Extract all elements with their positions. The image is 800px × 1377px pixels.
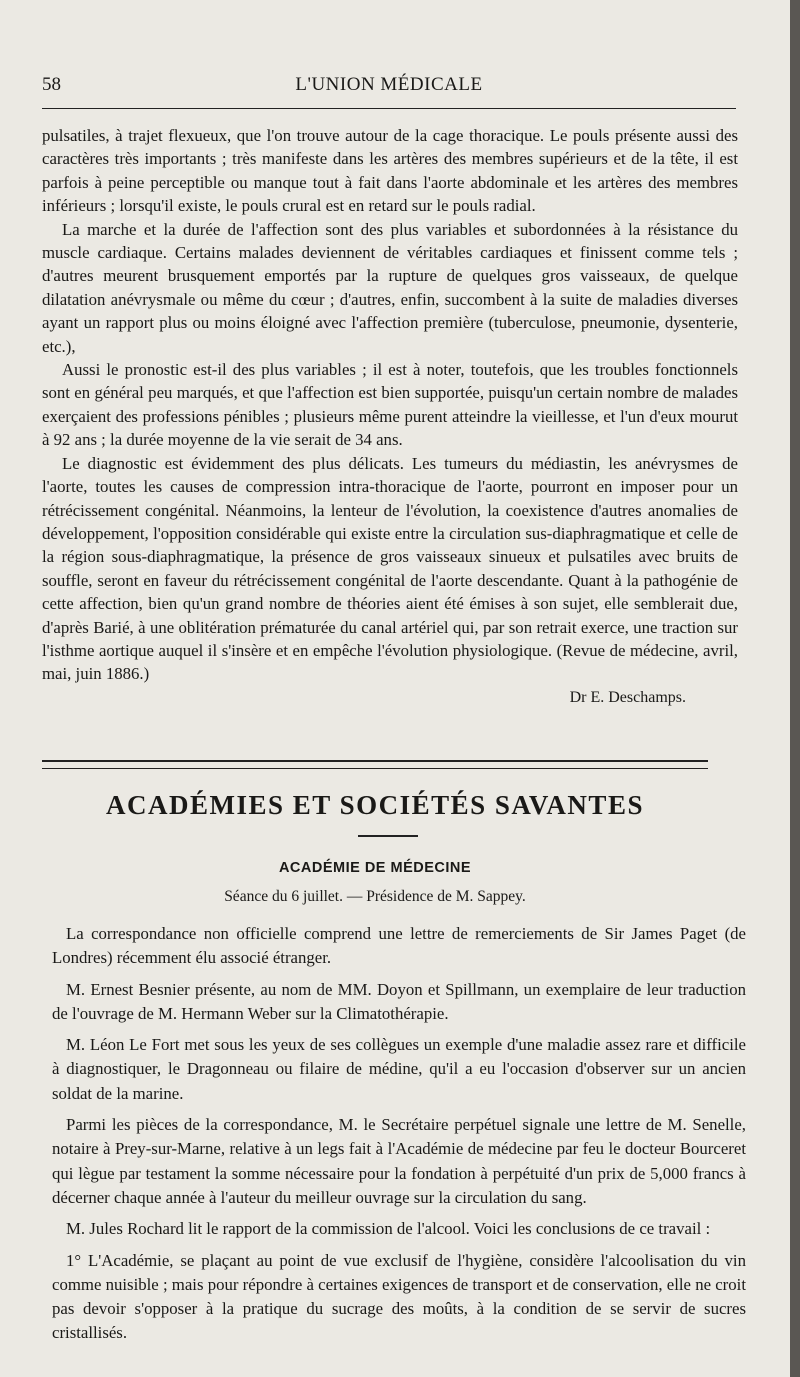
article-paragraph: pulsatiles, à trajet flexueux, que l'on trouve autour de la cage thoracique. Le pouls présente aussi des caractères très importants ; très manifeste dans les artères des membres supérieurs et de la tête, il est parfois à peine perceptible ou manque tout à fait dans l'aorte abdominale et les artères des membres inférieurs ; lorsqu'il existe, le pouls crural est en retard sur le pouls radial. [42, 126, 738, 216]
section-paragraph: 1° L'Académie, se plaçant au point de vue exclusif de l'hygiène, considère l'alcoolisation du vin comme nuisible ; mais pour répondre à certaines exigences de transport et de conservation, elle ne croit pas devoir s'opposer à la pratique du sucrage des moûts, à la condition de se servir de sucres cristallisés. [52, 1250, 746, 1343]
section-divider [42, 760, 708, 769]
section-body [52, 922, 746, 1353]
citation: (Revue de médecine, avril, mai, juin 1886.) [42, 640, 738, 684]
article-body [42, 124, 738, 709]
section-paragraph: M. Jules Rochard lit le rapport de la commission de l'alcool. Voici les conclusions de ce travail : [66, 1219, 711, 1239]
section-paragraph: La correspondance non officielle comprend une lettre de remerciements de Sir James Paget (de Londres) récemment élu associé étranger. [52, 924, 746, 968]
page-number: 58 [42, 74, 61, 95]
running-title: L'UNION MÉDICALE [295, 74, 483, 95]
section-paragraph: Parmi les pièces de la correspondance, M. le Secrétaire perpétuel signale une lettre de M. Senelle, notaire à Prey-sur-Marne, relative à un legs fait à l'Académie de médecine par feu le docteur Bourceret qui lègue par testament la somme nécessaire pour la fondation à perpétuité d'un prix de 5,000 francs à décerner chaque année à l'auteur du meilleur ouvrage sur la circulation du sang. [52, 1115, 746, 1207]
academy-title: ACADÉMIE DE MÉDECINE [278, 860, 472, 876]
signature: Dr E. Deschamps. [569, 688, 686, 706]
article-paragraph: La marche et la durée de l'affection sont des plus variables et subordonnées à la résistance du muscle cardiaque. Certains malades deviennent de véritables cardiaques et finissent comme tels ; d'autres meurent brusquement emportés par la rupture de quelques gros vaisseaux, de quelque dilatation anévrysmale ou même du cœur ; d'autres, enfin, succombent à la suite de maladies diverses ayant un rapport plus ou moins éloigné avec l'affection première (tuberculose, pneumonie, dysenterie, etc.), [42, 219, 738, 356]
seance-line: Séance du 6 juillet. — Présidence de M. Sappey. [224, 888, 526, 905]
article-paragraph [42, 452, 738, 686]
article-paragraph-text: Le diagnostic est évidemment des plus délicats. Les tumeurs du médiastin, les anévrysmes de l'aorte, toutes les causes de compression intra-thoracique de l'aorte, pourront en imposer pour un rétrécissement congénital. Néanmoins, la lenteur de l'évolution, la coexistence d'autres anomalies de développement, l'opposition considérable qui existe entre la circulation sus-diaphragmatique et celle de la région sous-diaphragmatique, la présence de gros vaisseaux sinueux et pulsatiles avec bruits de souffle, seront en faveur du rétrécissement congénital de l'aorte descendante. Quant à la pathogénie de cette affection, bien qu'un grand nombre de théories aient été émises à son sujet, elle semblerait due, d'après Barié, à une oblitération prématurée du canal artériel qui, par son retrait exerce, une traction sur l'isthme aortique auquel il s'insère et en empêche l'évolution physiologique. [42, 453, 738, 660]
article-paragraph: Aussi le pronostic est-il des plus variables ; il est à noter, toutefois, que les troubles fonctionnels sont en général peu marqués, et que l'affection est bien supportée, puisqu'un certain nombre de malades exerçaient des professions pénibles ; plusieurs même purent atteindre la vieillesse, et l'un d'eux mourut à 92 ans ; la durée moyenne de la vie serait de 34 ans. [42, 360, 738, 450]
title-rule [358, 835, 418, 837]
section-title: ACADÉMIES ET SOCIÉTÉS SAVANTES [106, 790, 644, 820]
header-rule [42, 108, 736, 109]
section-paragraph: M. Ernest Besnier présente, au nom de MM. Doyon et Spillmann, un exemplaire de leur traduction de l'ouvrage de M. Hermann Weber sur la Climatothérapie. [52, 979, 746, 1023]
page-header [42, 74, 736, 102]
section-paragraph: M. Léon Le Fort met sous les yeux de ses collègues un exemple d'une maladie assez rare et difficile à diagnostiquer, le Dragonneau ou filaire de médine, qu'il a eu l'occasion d'observer sur un ancien soldat de la marine. [52, 1035, 746, 1103]
